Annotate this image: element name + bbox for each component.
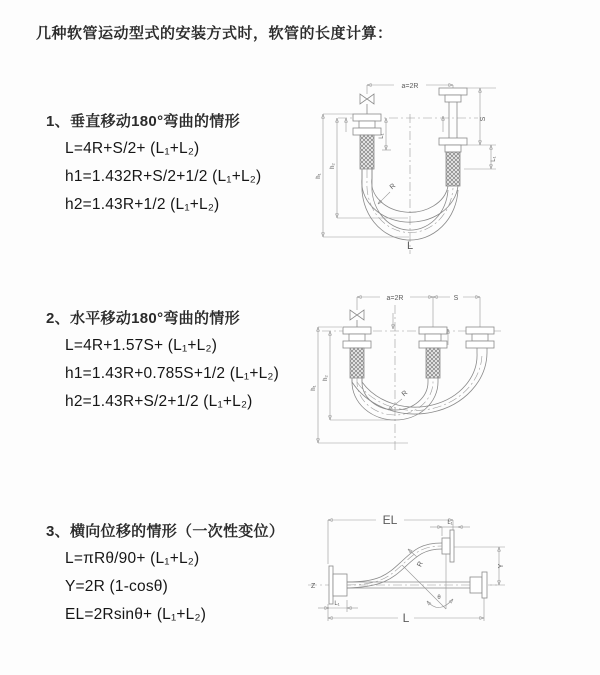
dim-label-h2: h₂	[323, 375, 329, 381]
top-dimension	[357, 291, 480, 327]
radius-callout	[408, 549, 425, 568]
dim-label-h1: h₁	[311, 385, 317, 391]
section-heading: 3、横向位移的情形（一次性变位）	[46, 523, 285, 540]
right-pipe-assembly	[439, 88, 467, 186]
dim-label-h1: h₁	[316, 173, 322, 179]
left-flange	[329, 566, 347, 604]
formula-Y: Y=2R (1-cosθ)	[65, 578, 168, 595]
formula-h1: h1=1.432R+S/2+1/2 (L₁+L₂)	[65, 168, 262, 185]
formula-h2: h2=1.43R+1/2 (L₁+L₂)	[65, 196, 220, 213]
left-pipe-assembly	[343, 327, 371, 378]
hose-u-curves	[352, 348, 487, 420]
axis-mark-label: Z	[311, 583, 316, 590]
formula-L: L=4R+1.57S+ (L₁+L₂)	[65, 337, 218, 354]
dim-l1-right	[464, 145, 497, 169]
middle-pipe-assembly	[419, 327, 447, 378]
section-vertical-180	[46, 110, 261, 224]
dim-label-l1: L₁	[447, 520, 453, 526]
dim-label-l1: L₁	[379, 133, 385, 139]
radius-callout	[378, 183, 397, 204]
right-pipe-assembly	[466, 327, 494, 348]
dim-l-bottom	[328, 598, 484, 625]
angle-construction	[402, 554, 453, 609]
dim-label-a2r: a=2R	[401, 83, 419, 90]
dim-l1-left	[379, 118, 391, 150]
dim-label-l1: L₁	[334, 601, 340, 607]
diagram-vertical-180-bend	[310, 66, 598, 266]
dim-label-h2: h₂	[330, 163, 336, 169]
dim-el	[328, 512, 453, 564]
dim-label-s: S	[453, 295, 459, 302]
dim-l1-left	[318, 600, 358, 612]
valve-icon	[350, 310, 364, 327]
dim-label-a2r: a=2R	[386, 295, 404, 302]
section-heading: 1、垂直移动180°弯曲的情形	[46, 113, 240, 130]
section-heading: 2、水平移动180°弯曲的情形	[46, 310, 240, 327]
dim-s-right	[467, 88, 496, 145]
angle-label: θ	[437, 595, 441, 601]
s-curve-hose	[347, 543, 442, 588]
radius-label: R	[400, 389, 410, 399]
radius-label: R	[388, 182, 398, 192]
radius-label: R	[416, 560, 425, 569]
left-pipe-assembly	[346, 114, 381, 169]
valve-icon	[360, 94, 374, 114]
diagram-lateral-displacement	[300, 502, 600, 652]
dim-label-L: L	[406, 240, 414, 252]
diagram-horizontal-180-bend	[308, 283, 598, 473]
formula-h1: h1=1.43R+0.785S+1/2 (L₁+L₂)	[65, 365, 279, 382]
section-lateral-displacement	[46, 520, 284, 634]
section-horizontal-180	[46, 307, 279, 421]
dim-label-y: Y	[498, 563, 505, 569]
formula-L: L=πRθ/90+ (L₁+L₂)	[65, 550, 200, 567]
page-title: 几种软管运动型式的安装方式时，软管的长度计算：	[36, 25, 393, 42]
formula-EL: EL=2Rsinθ+ (L₁+L₂)	[65, 606, 207, 623]
dim-label-el: EL	[382, 513, 398, 527]
formula-L: L=4R+S/2+ (L₁+L₂)	[65, 140, 200, 157]
dim-label-L: L	[402, 611, 410, 625]
upper-right-flange	[442, 530, 454, 562]
formula-h2: h2=1.43R+S/2+1/2 (L₁+L₂)	[65, 393, 253, 410]
dim-label-s: S	[480, 116, 487, 122]
dim-label-l1: L₁	[491, 156, 497, 162]
